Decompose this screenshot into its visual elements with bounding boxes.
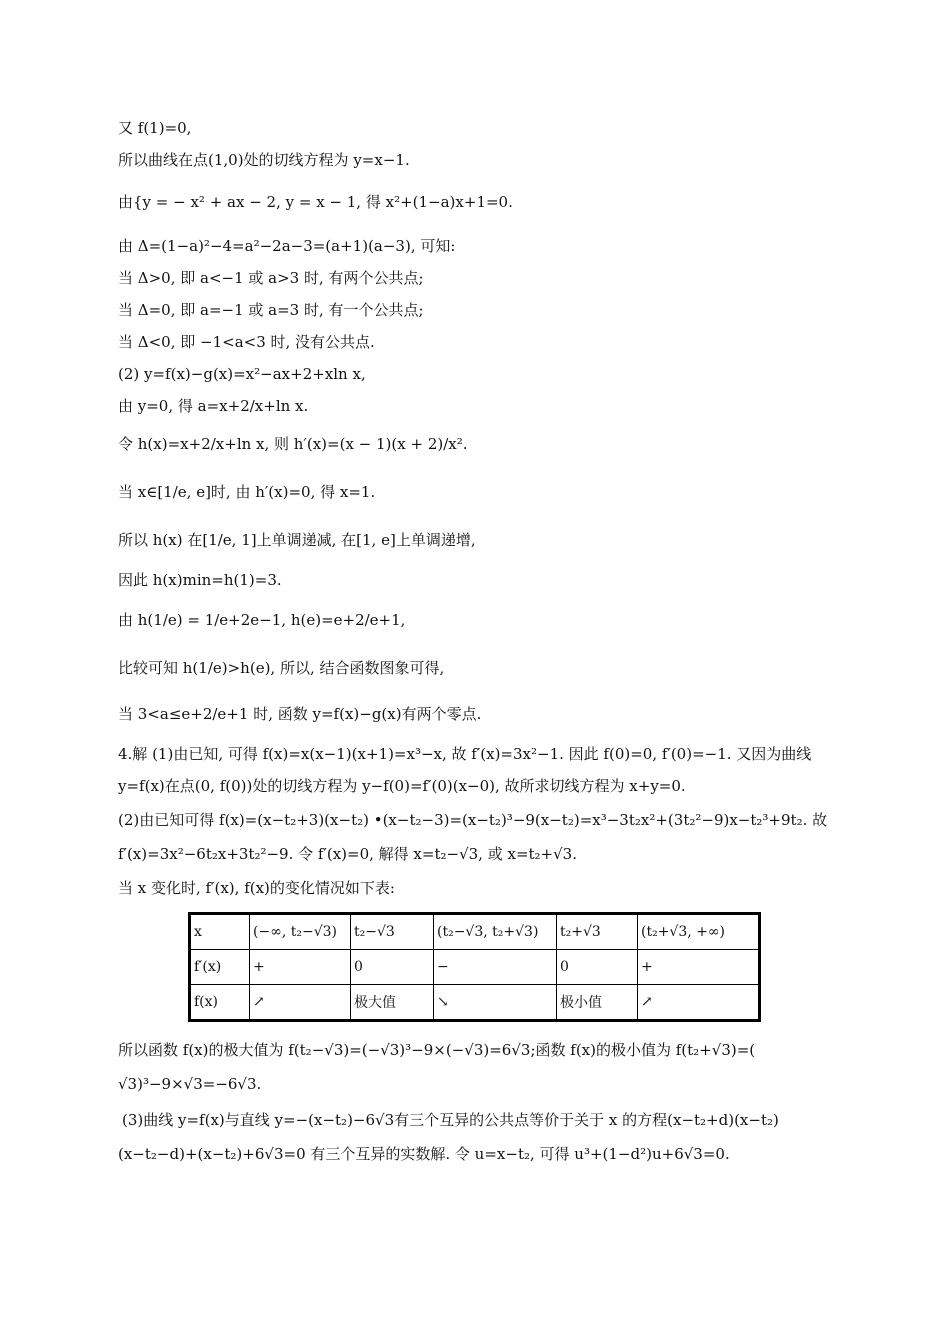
table-cell: (−∞, t₂−√3) bbox=[250, 914, 351, 950]
table-cell: ↗ bbox=[250, 985, 351, 1021]
variation-table bbox=[188, 912, 761, 1022]
text-line: 由 h(1/e) = 1/e+2e−1, h(e)=e+2/e+1, bbox=[118, 611, 406, 629]
text-line: 比较可知 h(1/e)>h(e), 所以, 结合函数图象可得, bbox=[118, 659, 445, 677]
table-cell: f′(x) bbox=[190, 950, 250, 985]
text-line: 所以曲线在点(1,0)处的切线方程为 y=x−1. bbox=[118, 151, 410, 169]
table-cell: x bbox=[190, 914, 250, 950]
text-line: 当 x∈[1/e, e]时, 由 h′(x)=0, 得 x=1. bbox=[118, 483, 376, 501]
table-cell: f(x) bbox=[190, 985, 250, 1021]
table-cell: (t₂−√3, t₂+√3) bbox=[434, 914, 557, 950]
text-line: 因此 h(x)min=h(1)=3. bbox=[118, 571, 282, 589]
table-cell: + bbox=[250, 950, 351, 985]
text-line: 所以 h(x) 在[1/e, 1]上单调递减, 在[1, e]上单调递增, bbox=[118, 531, 476, 549]
table-row bbox=[190, 914, 760, 950]
text-line: 由 y=0, 得 a=x+2/x+ln x. bbox=[118, 397, 309, 415]
table-cell: t₂−√3 bbox=[351, 914, 434, 950]
text-line: y=f(x)在点(0, f(0))处的切线方程为 y−f(0)=f′(0)(x−0), 故所求切线方程为 x+y=0. bbox=[118, 777, 686, 795]
text-line: 由 Δ=(1−a)²−4=a²−2a−3=(a+1)(a−3), 可知: bbox=[118, 237, 456, 255]
table-cell: + bbox=[638, 950, 760, 985]
text-line: 当 Δ<0, 即 −1<a<3 时, 没有公共点. bbox=[118, 333, 375, 351]
equation-system: 由{y = − x² + ax − 2, y = x − 1, 得 x²+(1−a)x+1=0. bbox=[118, 193, 513, 211]
table-cell: ↘ bbox=[434, 985, 557, 1021]
table-cell: t₂+√3 bbox=[557, 914, 638, 950]
table-row bbox=[190, 950, 760, 985]
table-cell: (t₂+√3, +∞) bbox=[638, 914, 760, 950]
text-line: (3)曲线 y=f(x)与直线 y=−(x−t₂)−6√3有三个互异的公共点等价于关于 x 的方程(x−t₂+d)(x−t₂) bbox=[122, 1111, 779, 1129]
table-cell: 极大值 bbox=[351, 985, 434, 1021]
text-line: 当 3<a≤e+2/e+1 时, 函数 y=f(x)−g(x)有两个零点. bbox=[118, 705, 482, 723]
text-line: 又 f(1)=0, bbox=[118, 119, 192, 137]
derivative-line: 令 h(x)=x+2/x+ln x, 则 h′(x)=(x − 1)(x + 2)/x². bbox=[118, 435, 468, 453]
table-cell: 0 bbox=[351, 950, 434, 985]
text-line: f′(x)=3x²−6t₂x+3t₂²−9. 令 f′(x)=0, 解得 x=t₂−√3, 或 x=t₂+√3. bbox=[118, 845, 577, 863]
text-line: 所以函数 f(x)的极大值为 f(t₂−√3)=(−√3)³−9×(−√3)=6√3;函数 f(x)的极小值为 f(t₂+√3)=( bbox=[118, 1041, 756, 1059]
text-line: 当 Δ=0, 即 a=−1 或 a=3 时, 有一个公共点; bbox=[118, 301, 424, 319]
text-line: 当 Δ>0, 即 a<−1 或 a>3 时, 有两个公共点; bbox=[118, 269, 424, 287]
text-line: (x−t₂−d)+(x−t₂)+6√3=0 有三个互异的实数解. 令 u=x−t₂, 可得 u³+(1−d²)u+6√3=0. bbox=[118, 1145, 730, 1163]
table-cell: ↗ bbox=[638, 985, 760, 1021]
text-line: (2)由已知可得 f(x)=(x−t₂+3)(x−t₂) •(x−t₂−3)=(x−t₂)³−9(x−t₂)=x³−3t₂x²+(3t₂²−9)x−t₂³+9t₂. 故 bbox=[118, 811, 828, 829]
table-cell: 极小值 bbox=[557, 985, 638, 1021]
problem-4-solution: 4.解 (1)由已知, 可得 f(x)=x(x−1)(x+1)=x³−x, 故 f′(x)=3x²−1. 因此 f(0)=0, f′(0)=−1. 又因为曲线 bbox=[118, 745, 812, 763]
table-cell: − bbox=[434, 950, 557, 985]
text-line: √3)³−9×√3=−6√3. bbox=[118, 1075, 262, 1093]
text-line: (2) y=f(x)−g(x)=x²−ax+2+xln x, bbox=[118, 365, 366, 383]
text-line: 当 x 变化时, f′(x), f(x)的变化情况如下表: bbox=[118, 879, 395, 897]
table-row bbox=[190, 985, 760, 1021]
table-cell: 0 bbox=[557, 950, 638, 985]
